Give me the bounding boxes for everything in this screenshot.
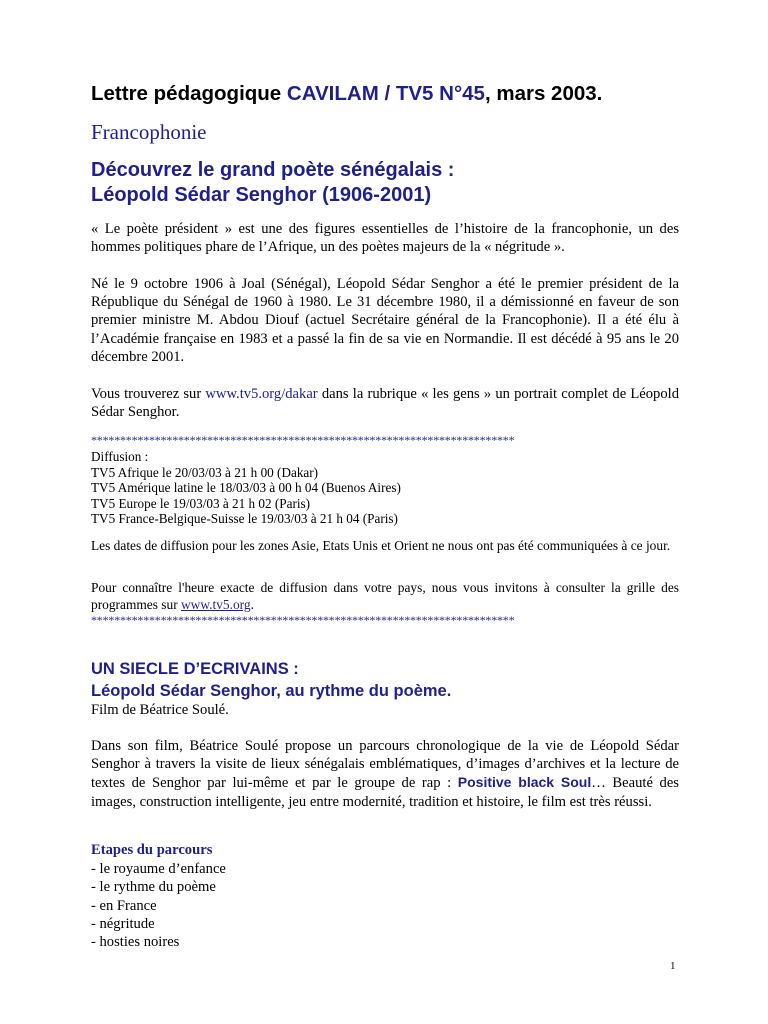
bio-paragraph: Né le 9 octobre 1906 à Joal (Sénégal), Léopold Sédar Senghor a été le premier président de la République du Sénégal de 1960 à 1980. Le 31 décembre 1980, il a démissionné en faveur de son premier ministre M. Abdou Diouf (actuel Secrétaire général de la Francophonie). Il a été élu à l’Académie française en 1983 et a passé la fin de sa vie en Normandie. Il est décédé à 95 ans le 20 décembre 2001. xyxy=(91,276,679,365)
band-name: Positive black Soul xyxy=(457,774,592,791)
diffusion-block xyxy=(91,449,401,527)
diffusion-line: TV5 Amérique latine le 18/03/03 à 00 h 04 (Buenos Aires) xyxy=(91,480,401,495)
film-author: Film de Béatrice Soulé. xyxy=(91,702,229,718)
list-item: - le royaume d’enfance xyxy=(91,861,226,877)
tv5-dakar-link[interactable]: www.tv5.org/dakar xyxy=(205,386,318,402)
film-description: Dans son film, Béatrice Soulé propose un parcours chronologique de la vie de Léopold Sédar Senghor à travers la visite de lieux sénégalais emblématiques, d’images d’archives et la lecture de textes de Senghor par lui-même et par le groupe de rap : Positive black Soul… Beauté des images, construction intelligente, jeu entre modernité, tradition et histoire, le film est très réussi. xyxy=(91,738,679,810)
etapes-title: Etapes du parcours xyxy=(91,842,213,858)
article-subtitle xyxy=(91,158,454,208)
film-title-line-2: Léopold Sédar Senghor, au rythme du poème. xyxy=(91,682,452,700)
intro-paragraph: « Le poète président » est une des figures essentielles de l’histoire de la francophonie, un des hommes politiques phare de l’Afrique, un des poètes majeurs de la « négritude ». xyxy=(91,221,679,256)
subtitle-line-2: Léopold Sédar Senghor (1906-2001) xyxy=(91,184,432,206)
subtitle-line-1: Découvrez le grand poète sénégalais : xyxy=(91,159,455,181)
film-title-line-1: UN SIECLE D’ECRIVAINS : xyxy=(91,660,299,678)
header-highlight: CAVILAM / TV5 N°45 xyxy=(286,82,485,105)
diffusion-line: TV5 Afrique le 20/03/03 à 21 h 00 (Dakar) xyxy=(91,464,319,480)
header-prefix: Lettre pédagogique xyxy=(91,82,287,105)
film-title xyxy=(91,658,451,702)
portrait-paragraph: Vous trouverez sur www.tv5.org/dakar dans la rubrique « les gens » un portrait complet de Léopold Sédar Senghor. xyxy=(91,386,679,421)
diffusion-title: Diffusion : xyxy=(91,449,149,464)
separator-bottom: ************************************************************************* xyxy=(91,613,515,627)
tv5-link[interactable]: www.tv5.org xyxy=(181,596,251,612)
page-number: 1 xyxy=(670,960,676,972)
list-item: - hosties noires xyxy=(91,934,180,951)
separator-top: ************************************************************************* xyxy=(91,433,515,447)
diffusion-line: TV5 France-Belgique-Suisse le 19/03/03 à 21 h 04 (Paris) xyxy=(91,511,398,526)
list-item: - négritude xyxy=(91,915,155,932)
grille-paragraph: Pour connaître l'heure exacte de diffusion dans votre pays, nous vous invitons à consulter la grille des programmes sur www.tv5.org. xyxy=(91,580,679,612)
header-suffix: , mars 2003. xyxy=(484,82,603,105)
etapes-list xyxy=(91,860,226,951)
list-item: - en France xyxy=(91,897,157,914)
diffusion-note: Les dates de diffusion pour les zones Asie, Etats Unis et Orient ne nous ont pas été communiquées à ce jour. xyxy=(91,538,671,553)
list-item: - le rythme du poème xyxy=(91,879,216,896)
diffusion-line: TV5 Europe le 19/03/03 à 21 h 02 (Paris) xyxy=(91,495,311,511)
newsletter-header xyxy=(91,82,602,106)
section-title: Francophonie xyxy=(91,120,207,144)
